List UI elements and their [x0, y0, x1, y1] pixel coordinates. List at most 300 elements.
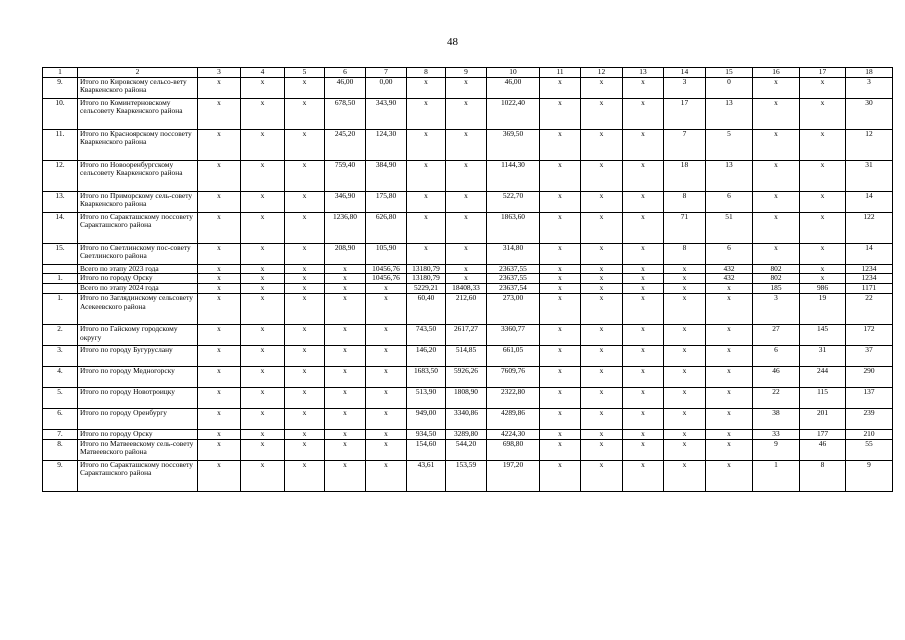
- table-cell: х: [623, 129, 664, 160]
- table-cell: х: [706, 439, 753, 460]
- table-cell: 934,50: [407, 429, 446, 439]
- table-cell: х: [623, 366, 664, 387]
- table-cell: 432: [706, 264, 753, 274]
- table-cell: х: [325, 293, 366, 324]
- table-cell: х: [664, 324, 706, 345]
- table-cell: х: [285, 345, 325, 366]
- table-cell: 115: [800, 387, 846, 408]
- table-cell: х: [446, 98, 487, 129]
- table-cell: 17: [664, 98, 706, 129]
- table-cell: х: [664, 439, 706, 460]
- table-cell: 22: [846, 293, 893, 324]
- table-cell: 18408,33: [446, 284, 487, 294]
- table-cell: х: [800, 129, 846, 160]
- table-row: [43, 366, 893, 387]
- table-cell: 23637,54: [487, 284, 540, 294]
- table-cell: 146,20: [407, 345, 446, 366]
- table-cell: 31: [800, 345, 846, 366]
- table-cell: х: [540, 129, 581, 160]
- table-cell: 7: [366, 68, 407, 78]
- table-cell: 13: [706, 160, 753, 191]
- table-cell: х: [198, 264, 241, 274]
- table-cell: 13.: [43, 191, 78, 212]
- table-cell: х: [285, 366, 325, 387]
- table-cell: х: [325, 345, 366, 366]
- table-cell: х: [623, 460, 664, 491]
- table-cell: 13: [706, 98, 753, 129]
- row-name-cell: Итого по городу Орску: [78, 274, 198, 284]
- table-cell: х: [241, 324, 285, 345]
- table-cell: х: [623, 98, 664, 129]
- table-cell: 2.: [43, 324, 78, 345]
- table-cell: 1022,40: [487, 98, 540, 129]
- table-cell: 13180,79: [407, 264, 446, 274]
- row-name-cell: Итого по городу Медногорску: [78, 366, 198, 387]
- table-cell: х: [285, 387, 325, 408]
- table-cell: х: [540, 212, 581, 243]
- table-cell: х: [753, 160, 800, 191]
- table-cell: х: [198, 274, 241, 284]
- table-cell: х: [325, 439, 366, 460]
- table-cell: х: [285, 212, 325, 243]
- table-row: [43, 212, 893, 243]
- table-cell: х: [664, 293, 706, 324]
- table-cell: 105,90: [366, 243, 407, 264]
- table-cell: 5: [706, 129, 753, 160]
- table-cell: х: [800, 264, 846, 274]
- table-cell: 4: [241, 68, 285, 78]
- table-cell: 153,59: [446, 460, 487, 491]
- table-cell: 12: [846, 129, 893, 160]
- table-cell: 346,90: [325, 191, 366, 212]
- table-cell: 626,80: [366, 212, 407, 243]
- table-cell: х: [285, 191, 325, 212]
- table-cell: х: [446, 264, 487, 274]
- table-cell: 46: [800, 439, 846, 460]
- table-cell: х: [540, 324, 581, 345]
- table-cell: х: [198, 293, 241, 324]
- table-row: [43, 77, 893, 98]
- table-cell: 1.: [43, 293, 78, 324]
- table-cell: х: [325, 264, 366, 274]
- row-name-cell: Итого по городу Новотроицку: [78, 387, 198, 408]
- table-cell: х: [581, 212, 623, 243]
- table-cell: [43, 264, 78, 274]
- table-cell: х: [407, 98, 446, 129]
- table-cell: 3289,80: [446, 429, 487, 439]
- table-cell: 1171: [846, 284, 893, 294]
- table-row: [43, 191, 893, 212]
- table-cell: 698,80: [487, 439, 540, 460]
- table-cell: х: [285, 284, 325, 294]
- table-cell: 661,05: [487, 345, 540, 366]
- row-name-cell: Итого по Саракташскому поссовету Саракташского района: [78, 460, 198, 491]
- table-cell: х: [581, 264, 623, 274]
- table-cell: х: [800, 98, 846, 129]
- table-cell: 4289,86: [487, 408, 540, 429]
- table-cell: х: [623, 408, 664, 429]
- table-cell: х: [664, 264, 706, 274]
- table-cell: 290: [846, 366, 893, 387]
- table-cell: х: [366, 460, 407, 491]
- table-cell: 210: [846, 429, 893, 439]
- table-cell: х: [664, 274, 706, 284]
- table-cell: х: [540, 284, 581, 294]
- table-cell: х: [446, 191, 487, 212]
- table-cell: 6: [706, 191, 753, 212]
- table-row: [43, 160, 893, 191]
- table-cell: 71: [664, 212, 706, 243]
- table-cell: 212,60: [446, 293, 487, 324]
- table-cell: х: [623, 439, 664, 460]
- table-cell: х: [706, 408, 753, 429]
- table-row: [43, 324, 893, 345]
- table-cell: х: [198, 243, 241, 264]
- table-cell: х: [800, 274, 846, 284]
- table-cell: х: [800, 212, 846, 243]
- table-cell: 3.: [43, 345, 78, 366]
- table-cell: х: [241, 243, 285, 264]
- table-cell: х: [800, 77, 846, 98]
- table-cell: х: [241, 129, 285, 160]
- table-cell: х: [540, 160, 581, 191]
- table-row: [43, 284, 893, 294]
- table-cell: 19: [800, 293, 846, 324]
- table-cell: 154,60: [407, 439, 446, 460]
- table-cell: 15.: [43, 243, 78, 264]
- table-cell: 46,00: [487, 77, 540, 98]
- table-cell: х: [325, 460, 366, 491]
- table-cell: 17: [800, 68, 846, 78]
- table-cell: х: [198, 408, 241, 429]
- table-cell: х: [198, 284, 241, 294]
- table-cell: 1236,80: [325, 212, 366, 243]
- table-cell: 2617,27: [446, 324, 487, 345]
- table-cell: х: [241, 264, 285, 274]
- table-cell: х: [540, 191, 581, 212]
- table-cell: х: [664, 284, 706, 294]
- table-cell: х: [540, 439, 581, 460]
- table-cell: х: [241, 293, 285, 324]
- table-cell: х: [407, 191, 446, 212]
- table-cell: 10456,76: [366, 274, 407, 284]
- table-cell: х: [706, 460, 753, 491]
- table-cell: 244: [800, 366, 846, 387]
- table-cell: 10456,76: [366, 264, 407, 274]
- table-cell: 8: [800, 460, 846, 491]
- table-cell: х: [325, 387, 366, 408]
- table-cell: х: [285, 274, 325, 284]
- table-cell: х: [581, 243, 623, 264]
- table-cell: х: [623, 243, 664, 264]
- table-cell: х: [446, 243, 487, 264]
- table-cell: 60,40: [407, 293, 446, 324]
- table-row: [43, 460, 893, 491]
- table-cell: х: [325, 274, 366, 284]
- table-cell: 23637,55: [487, 264, 540, 274]
- table-cell: х: [581, 98, 623, 129]
- table-cell: х: [241, 429, 285, 439]
- table-cell: х: [198, 160, 241, 191]
- table-cell: 37: [846, 345, 893, 366]
- table-cell: 18: [664, 160, 706, 191]
- table-row: [43, 345, 893, 366]
- table-cell: 9.: [43, 77, 78, 98]
- table-cell: х: [706, 293, 753, 324]
- table-row: [43, 98, 893, 129]
- table-cell: х: [241, 460, 285, 491]
- table-cell: 1.: [43, 274, 78, 284]
- table-cell: х: [198, 460, 241, 491]
- table-cell: 16: [753, 68, 800, 78]
- table-cell: 145: [800, 324, 846, 345]
- table-cell: 1234: [846, 274, 893, 284]
- table-cell: х: [241, 408, 285, 429]
- table-row: [43, 408, 893, 429]
- table-cell: х: [366, 429, 407, 439]
- table-cell: 6: [706, 243, 753, 264]
- table-cell: 10.: [43, 98, 78, 129]
- table-cell: 6: [753, 345, 800, 366]
- table-cell: х: [623, 324, 664, 345]
- table-cell: х: [241, 274, 285, 284]
- table-cell: 172: [846, 324, 893, 345]
- table-cell: 23637,55: [487, 274, 540, 284]
- table-cell: х: [581, 429, 623, 439]
- table-cell: х: [241, 387, 285, 408]
- table-cell: х: [540, 77, 581, 98]
- table-cell: 14.: [43, 212, 78, 243]
- table-cell: 432: [706, 274, 753, 284]
- table-cell: х: [800, 191, 846, 212]
- table-cell: 544,20: [446, 439, 487, 460]
- table-cell: х: [285, 293, 325, 324]
- table-cell: х: [407, 212, 446, 243]
- row-name-cell: Всего по этапу 2023 года: [78, 264, 198, 274]
- table-cell: 5926,26: [446, 366, 487, 387]
- table-cell: 2: [78, 68, 198, 78]
- table-cell: 514,85: [446, 345, 487, 366]
- table-cell: х: [706, 366, 753, 387]
- table-cell: х: [285, 408, 325, 429]
- row-name-cell: Итого по Новооренбургскому сельсовету Кваркенского района: [78, 160, 198, 191]
- table-cell: 137: [846, 387, 893, 408]
- table-cell: 7: [664, 129, 706, 160]
- table-cell: х: [198, 77, 241, 98]
- table-cell: х: [366, 366, 407, 387]
- table-cell: х: [581, 274, 623, 284]
- table-cell: х: [581, 408, 623, 429]
- table-cell: х: [446, 129, 487, 160]
- table-cell: 122: [846, 212, 893, 243]
- row-name-cell: Всего по этапу 2024 года: [78, 284, 198, 294]
- table-cell: 22: [753, 387, 800, 408]
- table-cell: 1144,30: [487, 160, 540, 191]
- table-cell: 513,90: [407, 387, 446, 408]
- table-cell: х: [581, 191, 623, 212]
- table-cell: х: [664, 366, 706, 387]
- table-cell: х: [540, 460, 581, 491]
- table-cell: х: [198, 345, 241, 366]
- table-cell: 11: [540, 68, 581, 78]
- table-cell: 4224,30: [487, 429, 540, 439]
- table-cell: 343,90: [366, 98, 407, 129]
- table-cell: х: [581, 160, 623, 191]
- table-cell: 38: [753, 408, 800, 429]
- table-cell: х: [446, 212, 487, 243]
- table-cell: х: [198, 366, 241, 387]
- table-cell: х: [366, 293, 407, 324]
- table-cell: 13: [623, 68, 664, 78]
- table-cell: 3340,86: [446, 408, 487, 429]
- table-cell: 14: [846, 191, 893, 212]
- table-cell: х: [581, 460, 623, 491]
- table-cell: х: [581, 324, 623, 345]
- table-cell: х: [540, 366, 581, 387]
- table-cell: х: [623, 264, 664, 274]
- row-name-cell: Итого по Приморскому сель-совету Кваркенского района: [78, 191, 198, 212]
- table-cell: х: [581, 366, 623, 387]
- table-cell: х: [241, 160, 285, 191]
- table-cell: х: [285, 243, 325, 264]
- table-cell: 13180,79: [407, 274, 446, 284]
- table-cell: х: [623, 284, 664, 294]
- table-cell: х: [446, 77, 487, 98]
- table-cell: х: [623, 160, 664, 191]
- table-cell: х: [706, 345, 753, 366]
- table-cell: х: [800, 160, 846, 191]
- table-cell: 30: [846, 98, 893, 129]
- table-cell: 201: [800, 408, 846, 429]
- table-cell: х: [540, 274, 581, 284]
- table-cell: 6.: [43, 408, 78, 429]
- table-row: [43, 293, 893, 324]
- table-cell: 5: [285, 68, 325, 78]
- row-name-cell: Итого по Заглядинскому сельсовету Асекеевского района: [78, 293, 198, 324]
- table-cell: х: [664, 460, 706, 491]
- table-cell: 43,61: [407, 460, 446, 491]
- table-cell: х: [198, 212, 241, 243]
- table-cell: 1863,60: [487, 212, 540, 243]
- table-cell: х: [285, 98, 325, 129]
- table-cell: х: [241, 77, 285, 98]
- table-cell: 9: [846, 460, 893, 491]
- table-cell: х: [800, 243, 846, 264]
- table-cell: х: [581, 439, 623, 460]
- table-cell: 6: [325, 68, 366, 78]
- table-cell: х: [664, 429, 706, 439]
- table-cell: 51: [706, 212, 753, 243]
- table-cell: х: [623, 429, 664, 439]
- table-row: [43, 243, 893, 264]
- table-cell: 9.: [43, 460, 78, 491]
- table-cell: х: [581, 387, 623, 408]
- table-cell: х: [753, 77, 800, 98]
- table-cell: 802: [753, 274, 800, 284]
- table-cell: 7609,76: [487, 366, 540, 387]
- page-number: 48: [447, 36, 458, 48]
- table-cell: х: [623, 191, 664, 212]
- table-cell: х: [623, 274, 664, 284]
- table-cell: х: [366, 387, 407, 408]
- table-row: [43, 129, 893, 160]
- table-cell: [43, 284, 78, 294]
- table-cell: 522,70: [487, 191, 540, 212]
- table-cell: 12.: [43, 160, 78, 191]
- table-cell: х: [198, 191, 241, 212]
- table-cell: х: [407, 129, 446, 160]
- table-row: [43, 439, 893, 460]
- table-cell: 27: [753, 324, 800, 345]
- table-cell: 3: [198, 68, 241, 78]
- table-cell: 46: [753, 366, 800, 387]
- table-cell: х: [285, 77, 325, 98]
- row-name-cell: Итого по Саракташскому поссовету Саракташского района: [78, 212, 198, 243]
- table-cell: 245,20: [325, 129, 366, 160]
- table-cell: х: [540, 408, 581, 429]
- table-cell: х: [706, 324, 753, 345]
- table-cell: х: [407, 77, 446, 98]
- table-cell: х: [198, 98, 241, 129]
- table-cell: 3: [753, 293, 800, 324]
- table-cell: 5229,21: [407, 284, 446, 294]
- table-cell: 369,50: [487, 129, 540, 160]
- table-cell: 208,90: [325, 243, 366, 264]
- table-cell: х: [753, 129, 800, 160]
- table-cell: х: [285, 429, 325, 439]
- table-cell: х: [753, 191, 800, 212]
- row-name-cell: Итого по Матвеевскому сель-совету Матвеевского района: [78, 439, 198, 460]
- table-cell: 185: [753, 284, 800, 294]
- table-cell: х: [366, 439, 407, 460]
- table-cell: 14: [664, 68, 706, 78]
- row-name-cell: Итого по городу Бугуруслану: [78, 345, 198, 366]
- table-cell: х: [664, 408, 706, 429]
- table-cell: 1234: [846, 264, 893, 274]
- table-cell: 239: [846, 408, 893, 429]
- table-cell: х: [540, 243, 581, 264]
- table-cell: х: [753, 243, 800, 264]
- table-cell: х: [623, 293, 664, 324]
- table-cell: х: [540, 264, 581, 274]
- table-cell: х: [540, 293, 581, 324]
- table-cell: 55: [846, 439, 893, 460]
- row-name-cell: Итого по Гайскому городскому округу: [78, 324, 198, 345]
- table-cell: 802: [753, 264, 800, 274]
- table-cell: 8: [664, 243, 706, 264]
- table-cell: 1: [43, 68, 78, 78]
- table-cell: х: [540, 429, 581, 439]
- table-cell: х: [753, 212, 800, 243]
- table-cell: х: [664, 387, 706, 408]
- table-cell: 124,30: [366, 129, 407, 160]
- table-cell: х: [706, 387, 753, 408]
- table-cell: х: [285, 264, 325, 274]
- table-cell: 8.: [43, 439, 78, 460]
- table-cell: 2322,80: [487, 387, 540, 408]
- table-cell: 12: [581, 68, 623, 78]
- table-cell: х: [241, 345, 285, 366]
- table-cell: 4.: [43, 366, 78, 387]
- table-cell: 384,90: [366, 160, 407, 191]
- table-cell: 949,00: [407, 408, 446, 429]
- table-cell: 1683,50: [407, 366, 446, 387]
- table-cell: х: [325, 366, 366, 387]
- table-cell: 0,00: [366, 77, 407, 98]
- table-cell: 31: [846, 160, 893, 191]
- table-cell: 177: [800, 429, 846, 439]
- table-cell: х: [325, 324, 366, 345]
